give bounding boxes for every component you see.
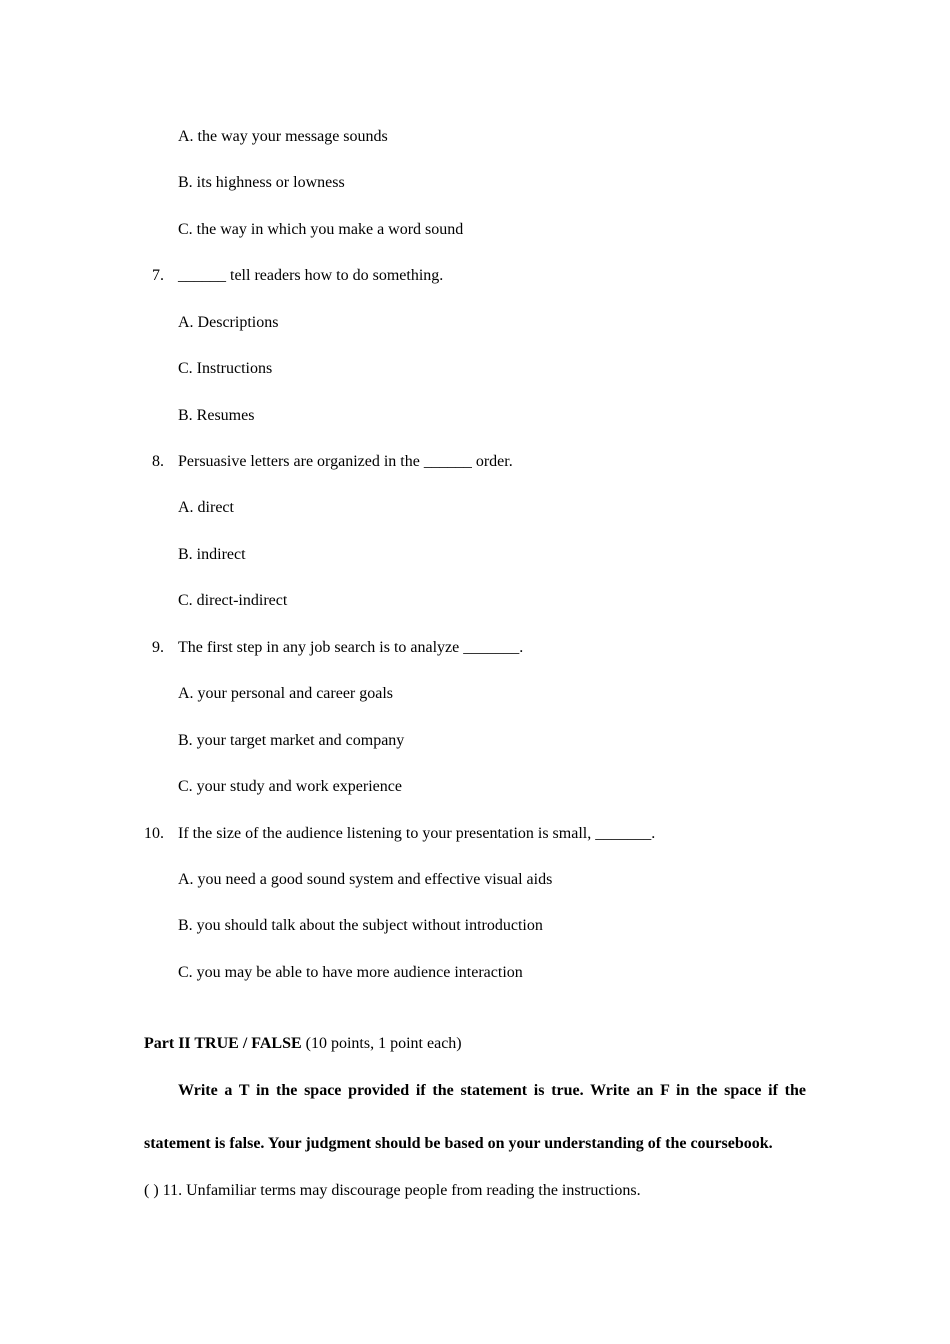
q9-number: 9. [152,639,164,656]
q10-option-a: A. you need a good sound system and effective visual aids [178,871,553,888]
q10-option-c: C. you may be able to have more audience interaction [178,964,523,981]
q8-option-a: A. direct [178,499,234,516]
q10-number: 10. [144,825,164,842]
q8-number: 8. [152,453,164,470]
q6-option-c: C. the way in which you make a word sound [178,221,464,238]
q6-option-a: A. the way your message sounds [178,128,388,145]
q10-text: If the size of the audience listening to your presentation is small, _______. [178,825,656,842]
part2-heading-points: (10 points, 1 point each) [301,1035,462,1052]
q10-option-b: B. you should talk about the subject without introduction [178,917,543,934]
part2-heading-title: Part II TRUE / FALSE [144,1035,302,1052]
part2-instruction-line2: statement is false. Your judgment should be based on your understanding of the coursebook. [144,1135,773,1152]
q7-text: ______ tell readers how to do something. [178,267,444,284]
part2-heading [144,1034,462,1054]
q9-option-c: C. your study and work experience [178,778,402,795]
q7-number: 7. [152,267,164,284]
q11-statement: ( ) 11. Unfamiliar terms may discourage people from reading the instructions. [144,1182,641,1199]
q9-text: The first step in any job search is to analyze _______. [178,639,524,656]
q9-option-a: A. your personal and career goals [178,685,394,702]
q8-option-c: C. direct-indirect [178,592,288,609]
q9-option-b: B. your target market and company [178,732,405,749]
q8-option-b: B. indirect [178,546,246,563]
q7-option-c: C. Instructions [178,360,273,377]
q6-option-b: B. its highness or lowness [178,174,345,191]
q8-text: Persuasive letters are organized in the ______ order. [178,453,513,470]
q7-option-a: A. Descriptions [178,314,279,331]
part2-instruction-line1: Write a T in the space provided if the statement is true. Write an F in the space if the [178,1082,806,1099]
q7-option-b: B. Resumes [178,407,255,424]
